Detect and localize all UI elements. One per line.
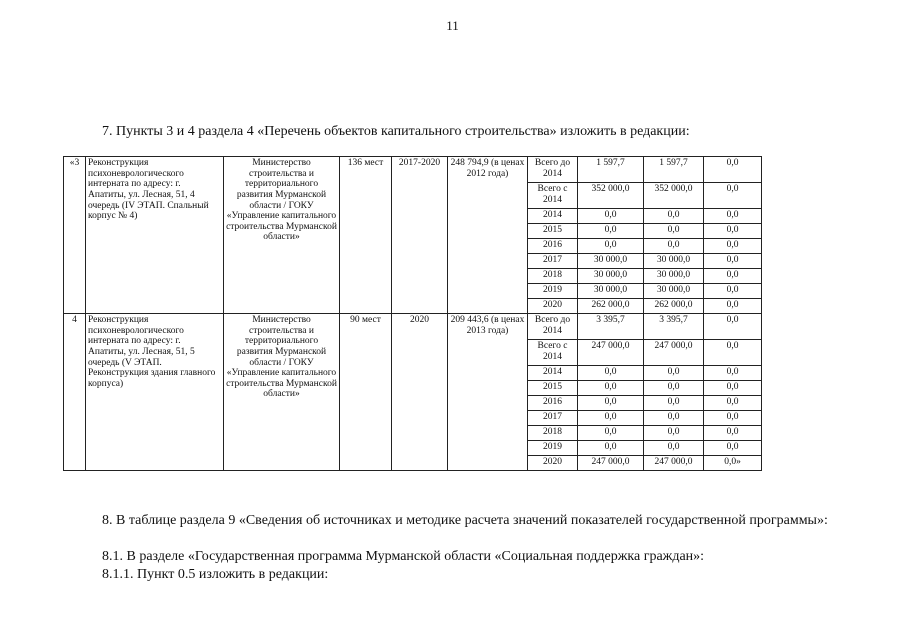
funding-other: 0,0 <box>704 299 762 314</box>
funding-year: Всего до 2014 <box>528 314 578 340</box>
funding-budget: 0,0 <box>644 239 704 254</box>
funding-budget: 30 000,0 <box>644 254 704 269</box>
funding-budget: 0,0 <box>644 366 704 381</box>
funding-year: 2019 <box>528 441 578 456</box>
funding-budget: 0,0 <box>644 426 704 441</box>
funding-budget: 0,0 <box>644 224 704 239</box>
funding-budget: 30 000,0 <box>644 284 704 299</box>
funding-budget: 1 597,7 <box>644 157 704 183</box>
funding-total: 0,0 <box>578 381 644 396</box>
funding-total: 30 000,0 <box>578 269 644 284</box>
funding-year: 2018 <box>528 269 578 284</box>
funding-budget: 247 000,0 <box>644 340 704 366</box>
funding-budget: 30 000,0 <box>644 269 704 284</box>
funding-total: 0,0 <box>578 426 644 441</box>
funding-budget: 247 000,0 <box>644 456 704 471</box>
funding-budget: 0,0 <box>644 441 704 456</box>
funding-total: 0,0 <box>578 224 644 239</box>
funding-other: 0,0 <box>704 239 762 254</box>
funding-year: Всего с 2014 <box>528 183 578 209</box>
funding-budget: 0,0 <box>644 396 704 411</box>
funding-other: 0,0 <box>704 441 762 456</box>
object-period: 2017-2020 <box>392 157 448 314</box>
page-number: 11 <box>446 18 459 33</box>
funding-year: 2014 <box>528 366 578 381</box>
funding-total: 247 000,0 <box>578 456 644 471</box>
funding-year: 2018 <box>528 426 578 441</box>
funding-year: 2017 <box>528 254 578 269</box>
paragraph-8: 8. В таблице раздела 9 «Сведения об источниках и методике расчета значений показателей государственной программы»: <box>102 513 828 528</box>
funding-other: 0,0 <box>704 224 762 239</box>
funding-total: 0,0 <box>578 441 644 456</box>
funding-other: 0,0 <box>704 183 762 209</box>
funding-total: 30 000,0 <box>578 254 644 269</box>
object-customer: Министерство строительства и территориального развития Мурманской области / ГОКУ «Управление капитального строительства Мурманской области» <box>224 157 340 314</box>
table-row <box>64 157 762 183</box>
funding-other: 0,0 <box>704 157 762 183</box>
funding-other: 0,0 <box>704 340 762 366</box>
funding-budget: 0,0 <box>644 411 704 426</box>
section-heading: 7. Пункты 3 и 4 раздела 4 «Перечень объектов капитального строительства» изложить в редакции: <box>102 124 690 139</box>
funding-total: 30 000,0 <box>578 284 644 299</box>
funding-total: 0,0 <box>578 396 644 411</box>
funding-budget: 0,0 <box>644 381 704 396</box>
object-capacity: 136 мест <box>340 157 392 314</box>
funding-year: 2015 <box>528 381 578 396</box>
funding-year: 2015 <box>528 224 578 239</box>
funding-total: 1 597,7 <box>578 157 644 183</box>
funding-total: 0,0 <box>578 239 644 254</box>
funding-total: 3 395,7 <box>578 314 644 340</box>
funding-total: 0,0 <box>578 411 644 426</box>
object-cost: 248 794,9 (в ценах 2012 года) <box>448 157 528 314</box>
funding-other: 0,0» <box>704 456 762 471</box>
funding-year: 2019 <box>528 284 578 299</box>
paragraph-8-1-1: 8.1.1. Пункт 0.5 изложить в редакции: <box>102 567 329 582</box>
object-capacity: 90 мест <box>340 314 392 471</box>
funding-year: 2016 <box>528 239 578 254</box>
funding-other: 0,0 <box>704 426 762 441</box>
funding-year: 2017 <box>528 411 578 426</box>
paragraph-8-1: 8.1. В разделе «Государственная программа Мурманской области «Социальная поддержка граждан»: <box>102 549 705 564</box>
funding-year: Всего с 2014 <box>528 340 578 366</box>
funding-year: Всего до 2014 <box>528 157 578 183</box>
funding-total: 0,0 <box>578 366 644 381</box>
funding-budget: 3 395,7 <box>644 314 704 340</box>
object-number: 4 <box>64 314 86 471</box>
funding-total: 262 000,0 <box>578 299 644 314</box>
object-name: Реконструкция психоневрологического интерната по адресу: г. Апатиты, ул. Лесная, 51, 4 очередь (IV ЭТАП. Спальный корпус № 4) <box>86 157 224 314</box>
object-period: 2020 <box>392 314 448 471</box>
funding-total: 0,0 <box>578 209 644 224</box>
table-row <box>64 314 762 340</box>
funding-year: 2020 <box>528 299 578 314</box>
funding-year: 2016 <box>528 396 578 411</box>
funding-other: 0,0 <box>704 209 762 224</box>
object-customer: Министерство строительства и территориального развития Мурманской области / ГОКУ «Управление капитального строительства Мурманской области» <box>224 314 340 471</box>
funding-other: 0,0 <box>704 381 762 396</box>
funding-budget: 262 000,0 <box>644 299 704 314</box>
funding-other: 0,0 <box>704 396 762 411</box>
object-cost: 209 443,6 (в ценах 2013 года) <box>448 314 528 471</box>
capital-objects-table <box>63 156 762 471</box>
funding-year: 2020 <box>528 456 578 471</box>
funding-other: 0,0 <box>704 314 762 340</box>
funding-other: 0,0 <box>704 366 762 381</box>
funding-other: 0,0 <box>704 269 762 284</box>
funding-other: 0,0 <box>704 284 762 299</box>
funding-budget: 0,0 <box>644 209 704 224</box>
funding-other: 0,0 <box>704 254 762 269</box>
object-name: Реконструкция психоневрологического интерната по адресу: г. Апатиты, ул. Лесная, 51, 5 очередь (V ЭТАП. Реконструкция здания главного корпуса) <box>86 314 224 471</box>
funding-budget: 352 000,0 <box>644 183 704 209</box>
funding-other: 0,0 <box>704 411 762 426</box>
funding-total: 247 000,0 <box>578 340 644 366</box>
object-number: «3 <box>64 157 86 314</box>
funding-total: 352 000,0 <box>578 183 644 209</box>
funding-year: 2014 <box>528 209 578 224</box>
